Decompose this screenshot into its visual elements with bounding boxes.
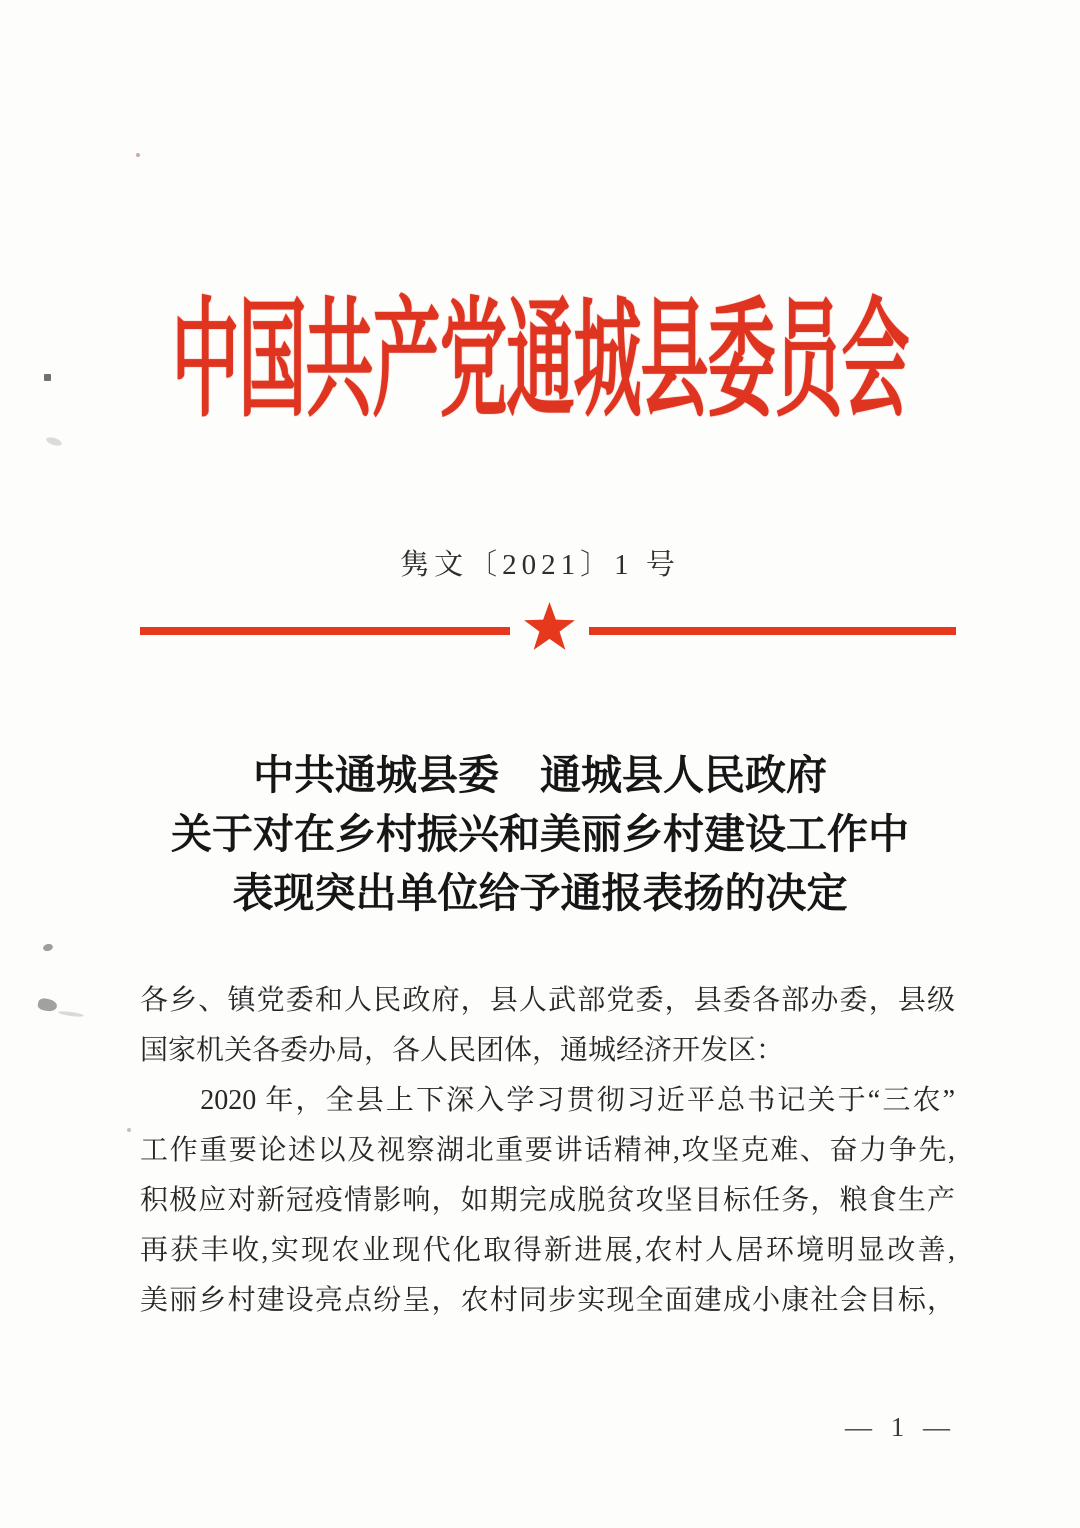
page-number: — 1 — (845, 1412, 956, 1442)
scan-speck (37, 997, 58, 1013)
scan-speck (42, 943, 53, 952)
red-star-icon (523, 602, 576, 654)
red-rule-left (140, 627, 510, 635)
red-rule-right (589, 627, 956, 635)
body-line-5: 积极应对新冠疫情影响，如期完成脱贫攻坚目标任务，粮食生产 (140, 1185, 955, 1216)
title-line-1: 中共通城县委 通城县人民政府 (253, 752, 827, 798)
masthead (0, 288, 1080, 433)
body-line-7: 美丽乡村建设亮点纷呈，农村同步实现全面建成小康社会目标， (140, 1285, 955, 1316)
body-line-4: 工作重要论述以及视察湖北重要讲话精神,攻坚克难、奋力争先, (140, 1135, 955, 1166)
body-line-3: 2020 年，全县上下深入学习贯彻习近平总书记关于“三农” (140, 1085, 955, 1116)
document-body (140, 976, 955, 1326)
scan-speck (58, 1010, 84, 1018)
title-line-2: 关于对在乡村振兴和美丽乡村建设工作中 (171, 811, 909, 857)
scan-speck (136, 153, 140, 157)
scan-speck (127, 1128, 131, 1132)
masthead-title: 中国共产党通城县委员会 (171, 288, 909, 433)
document-title (0, 746, 1080, 923)
doc-number: 隽文〔2021〕1 号 (400, 549, 680, 581)
body-line-1: 各乡、镇党委和人民政府，县人武部党委，县委各部办委，县级 (140, 985, 955, 1016)
title-line-3: 表现突出单位给予通报表扬的决定 (232, 870, 848, 916)
body-line-6: 再获丰收,实现农业现代化取得新进展,农村人居环境明显改善, (140, 1235, 955, 1266)
scan-speck (45, 436, 62, 448)
body-line-2: 国家机关各委办局，各人民团体，通城经济开发区： (140, 1035, 785, 1066)
scan-speck (44, 374, 51, 381)
